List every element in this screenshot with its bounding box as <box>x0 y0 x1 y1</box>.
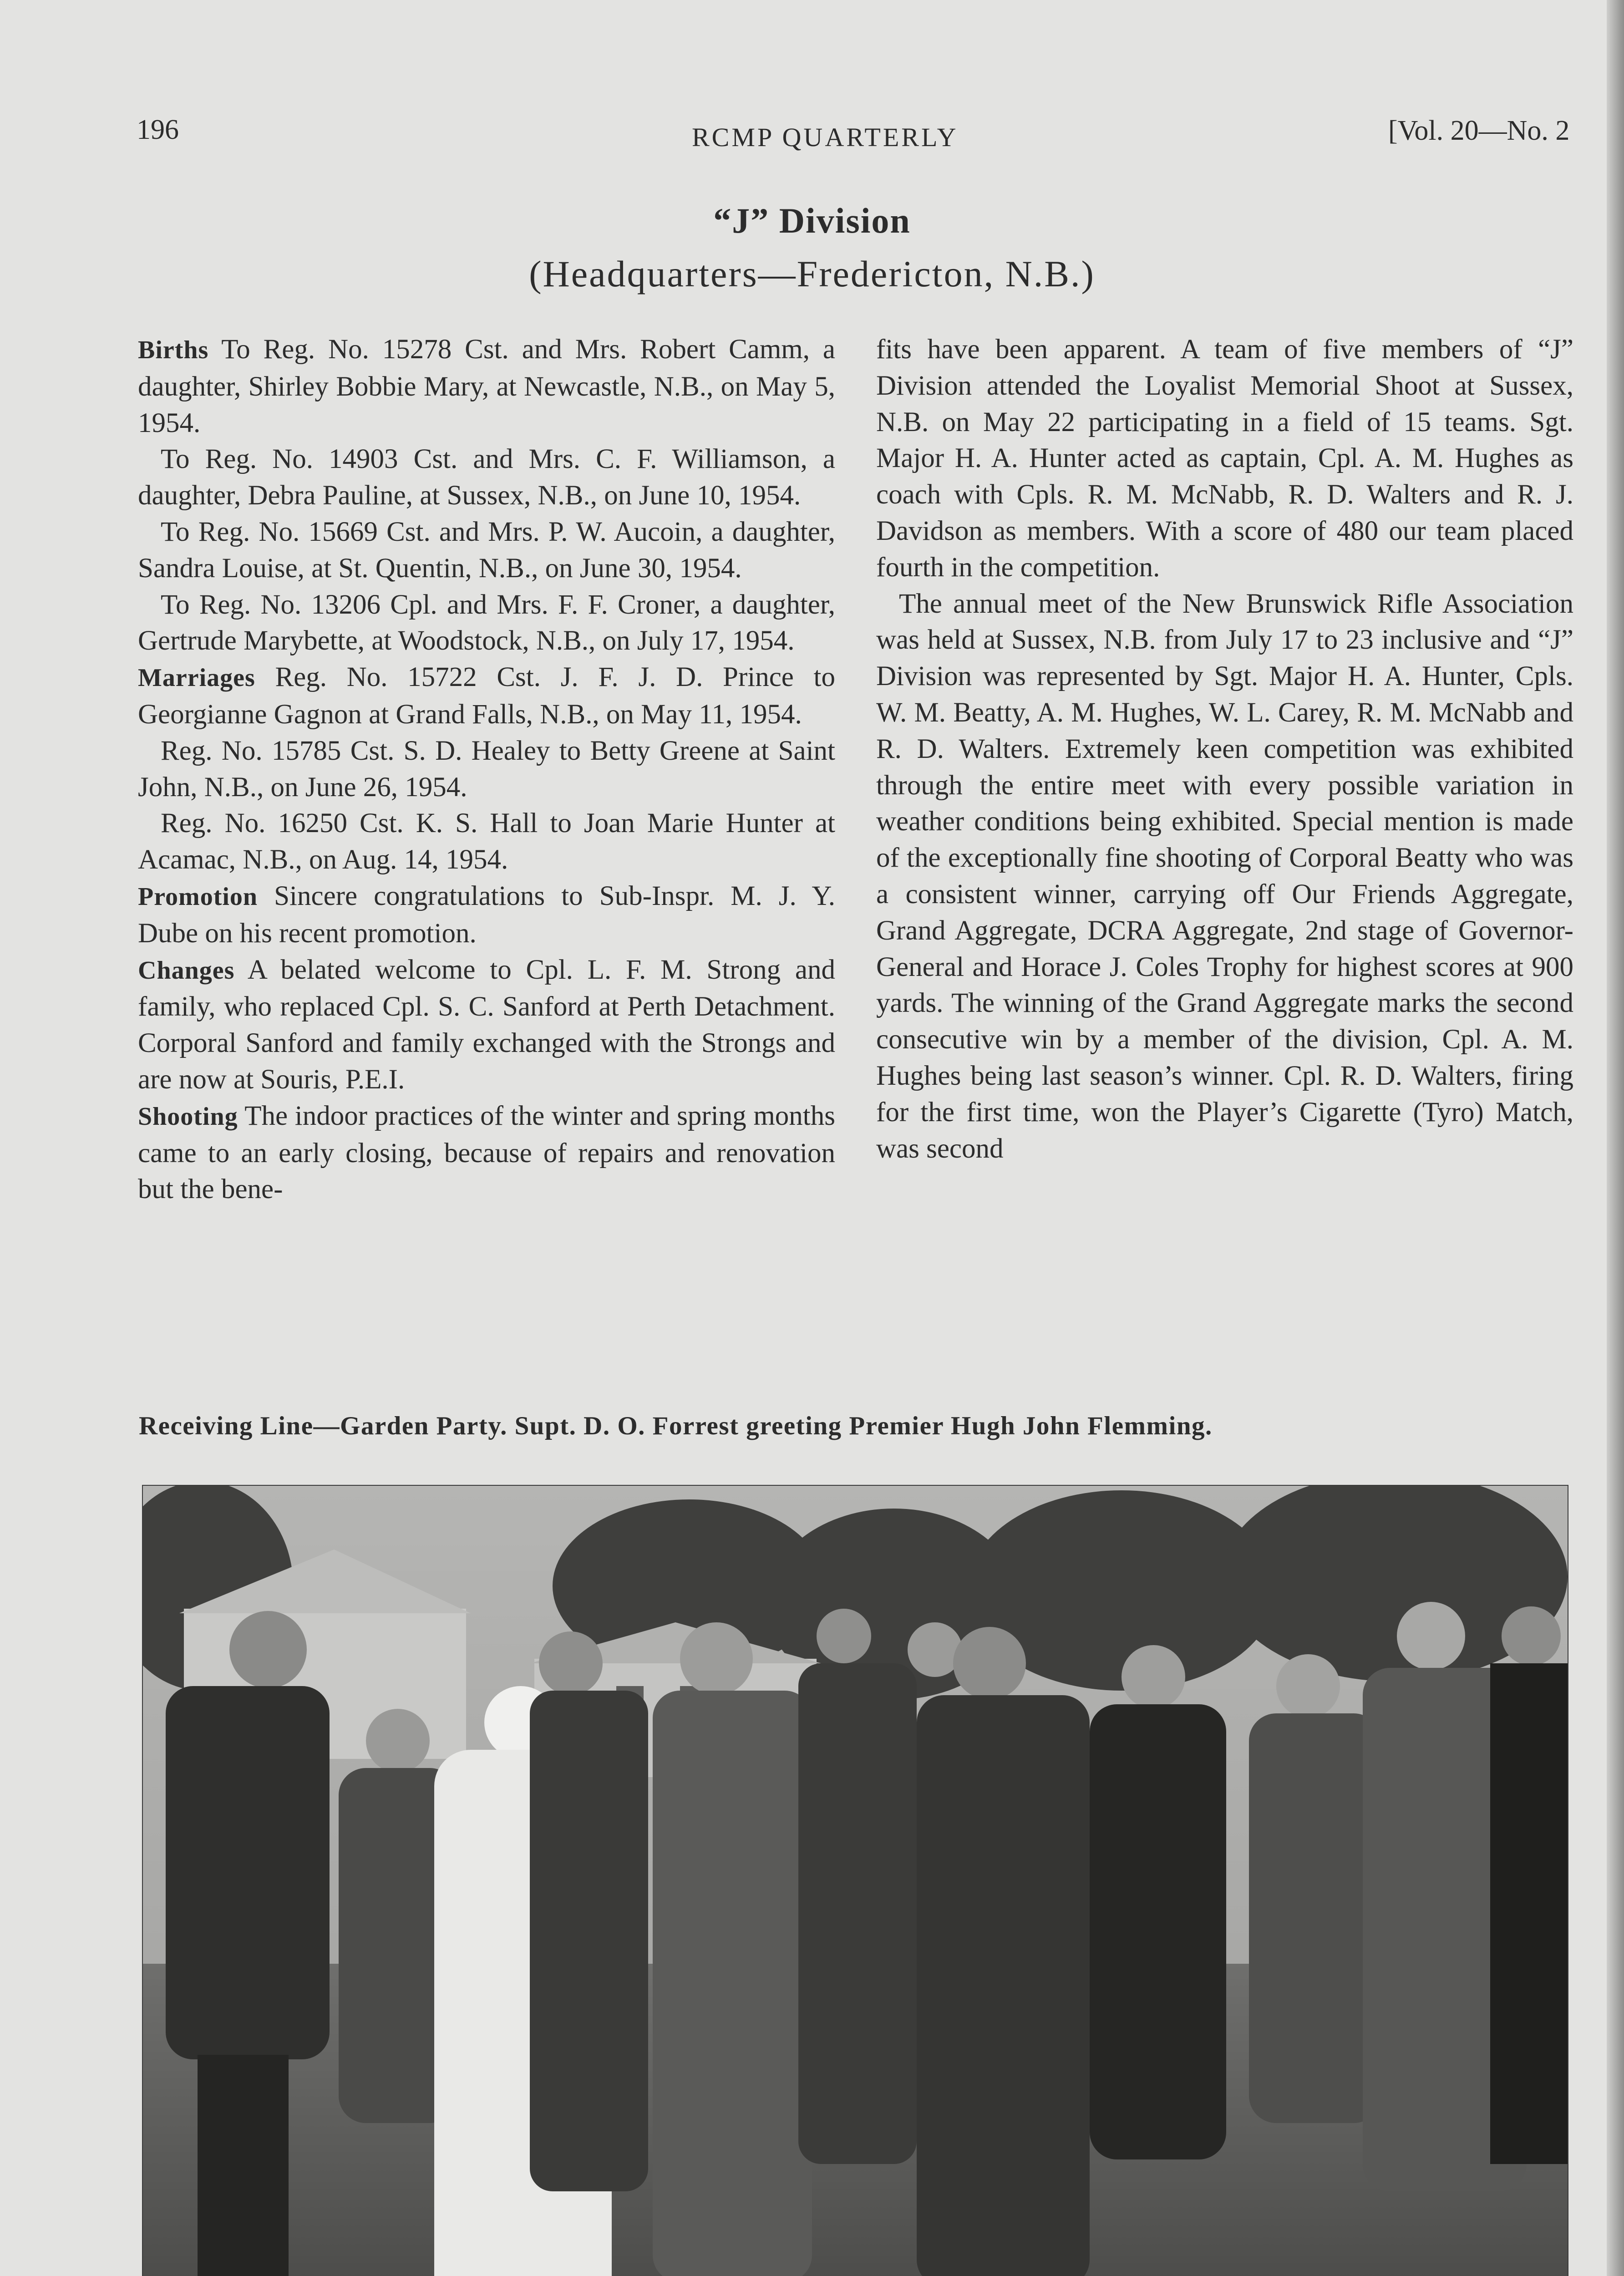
paragraph-text: Sincere congratulations to Sub-Inspr. M. J. Y. Dube on his recent promotion. <box>138 880 836 949</box>
paragraph <box>138 1098 835 1208</box>
paragraph <box>138 441 835 514</box>
paragraph-text: To Reg. No. 15278 Cst. and Mrs. Robert Camm, a daughter, Shirley Bobbie Mary, at Newcastle, N.B., on May 5, 1954. <box>138 334 836 438</box>
paragraph-text: To Reg. No. 14903 Cst. and Mrs. C. F. Williamson, a daughter, Debra Pauline, at Sussex, N.B., on June 10, 1954. <box>138 444 835 511</box>
paragraph <box>138 331 835 441</box>
paragraph <box>138 514 835 587</box>
paragraph-text: Reg. No. 16250 Cst. K. S. Hall to Joan Marie Hunter at Acamac, N.B., on Aug. 14, 1954. <box>138 808 835 875</box>
page-edge-shadow <box>1607 0 1624 2276</box>
photo-illustration <box>143 1486 1568 2276</box>
paragraph <box>138 952 835 1098</box>
paragraph-heading: Shooting <box>138 1102 238 1131</box>
paragraph-text: To Reg. No. 13206 Cpl. and Mrs. F. F. Croner, a daughter, Gertrude Marybette, at Woodstock, N.B., on July 17, 1954. <box>138 589 835 656</box>
paragraph-heading: Marriages <box>138 664 255 692</box>
paragraph-text: A belated welcome to Cpl. L. F. M. Strong and family, who replaced Cpl. S. C. Sanford at Perth Detachment. Corporal Sanford and family exchanged with the Strongs and are now at Souris, P.E.I. <box>138 954 835 1095</box>
right-column <box>876 331 1573 1167</box>
paragraph-text: Reg. No. 15722 Cst. J. F. J. D. Prince to Georgianne Gagnon at Grand Falls, N.B., on May 11, 1954. <box>138 662 836 730</box>
paragraph-text: The annual meet of the New Brunswick Rifle Association was held at Sussex, N.B. from July 17 to 23 inclusive and “J” Division was represented by Sgt. Major H. A. Hunter, Cpls. W. M. Beatty, A. M. Hughes, W. L. Carey, R. M. McNabb and R. D. Walters. Extremely keen competition was exhibited through the entire meet with every possible variation in weather conditions being exhibited. Special mention is made of the exceptionally fine shooting of Corporal Beatty who was a consistent winner, carrying off Our Friends Aggregate, Grand Aggregate, DCRA Aggregate, 2nd stage of Governor-General and Horace J. Coles Trophy for highest scores at 900 yards. The winning of the Grand Aggregate marks the second consecutive win by a member of the division, Cpl. A. M. Hughes being last season’s winner. Cpl. R. D. Walters, firing for the first time, won the Player’s Cigarette (Tyro) Match, was second <box>876 588 1573 1164</box>
paragraph-text: fits have been apparent. A team of five members of “J” Division attended the Loyalist Memorial Shoot at Sussex, N.B. on May 22 participating in a field of 15 teams. Sgt. Major H. A. Hunter acted as captain, Cpl. A. M. Hughes as coach with Cpls. R. M. McNabb, R. D. Walters and R. J. Davidson as members. With a score of 480 our team placed fourth in the competition. <box>876 334 1573 583</box>
left-column <box>138 331 835 1208</box>
paragraph-heading: Changes <box>138 956 235 985</box>
paragraph <box>876 331 1573 586</box>
paragraph <box>138 805 835 878</box>
paragraph-heading: Births <box>138 336 209 364</box>
section-title: “J” Division <box>713 201 911 240</box>
running-head: RCMP QUARTERLY <box>692 122 959 152</box>
paragraph <box>138 659 835 733</box>
paragraph <box>138 587 835 660</box>
paragraph-text: Reg. No. 15785 Cst. S. D. Healey to Betty Greene at Saint John, N.B., on June 26, 1954. <box>138 735 835 803</box>
paragraph <box>138 878 835 952</box>
paragraph-text: To Reg. No. 15669 Cst. and Mrs. P. W. Aucoin, a daughter, Sandra Louise, at St. Quentin, N.B., on June 30, 1954. <box>138 516 835 584</box>
section-subtitle: (Headquarters—Fredericton, N.B.) <box>529 253 1095 295</box>
photo-caption: Receiving Line—Garden Party. Supt. D. O. Forrest greeting Premier Hugh John Flemming. <box>139 1412 1213 1440</box>
page-number: 196 <box>137 114 179 145</box>
garden-party-photo <box>142 1485 1568 2276</box>
paragraph-heading: Promotion <box>138 882 258 911</box>
paragraph <box>876 586 1573 1167</box>
volume-info: [Vol. 20—No. 2 <box>1388 115 1570 146</box>
paragraph-text: The indoor practices of the winter and spring months came to an early closing, because of repairs and renovation but the bene- <box>138 1100 835 1205</box>
paragraph <box>138 733 835 806</box>
